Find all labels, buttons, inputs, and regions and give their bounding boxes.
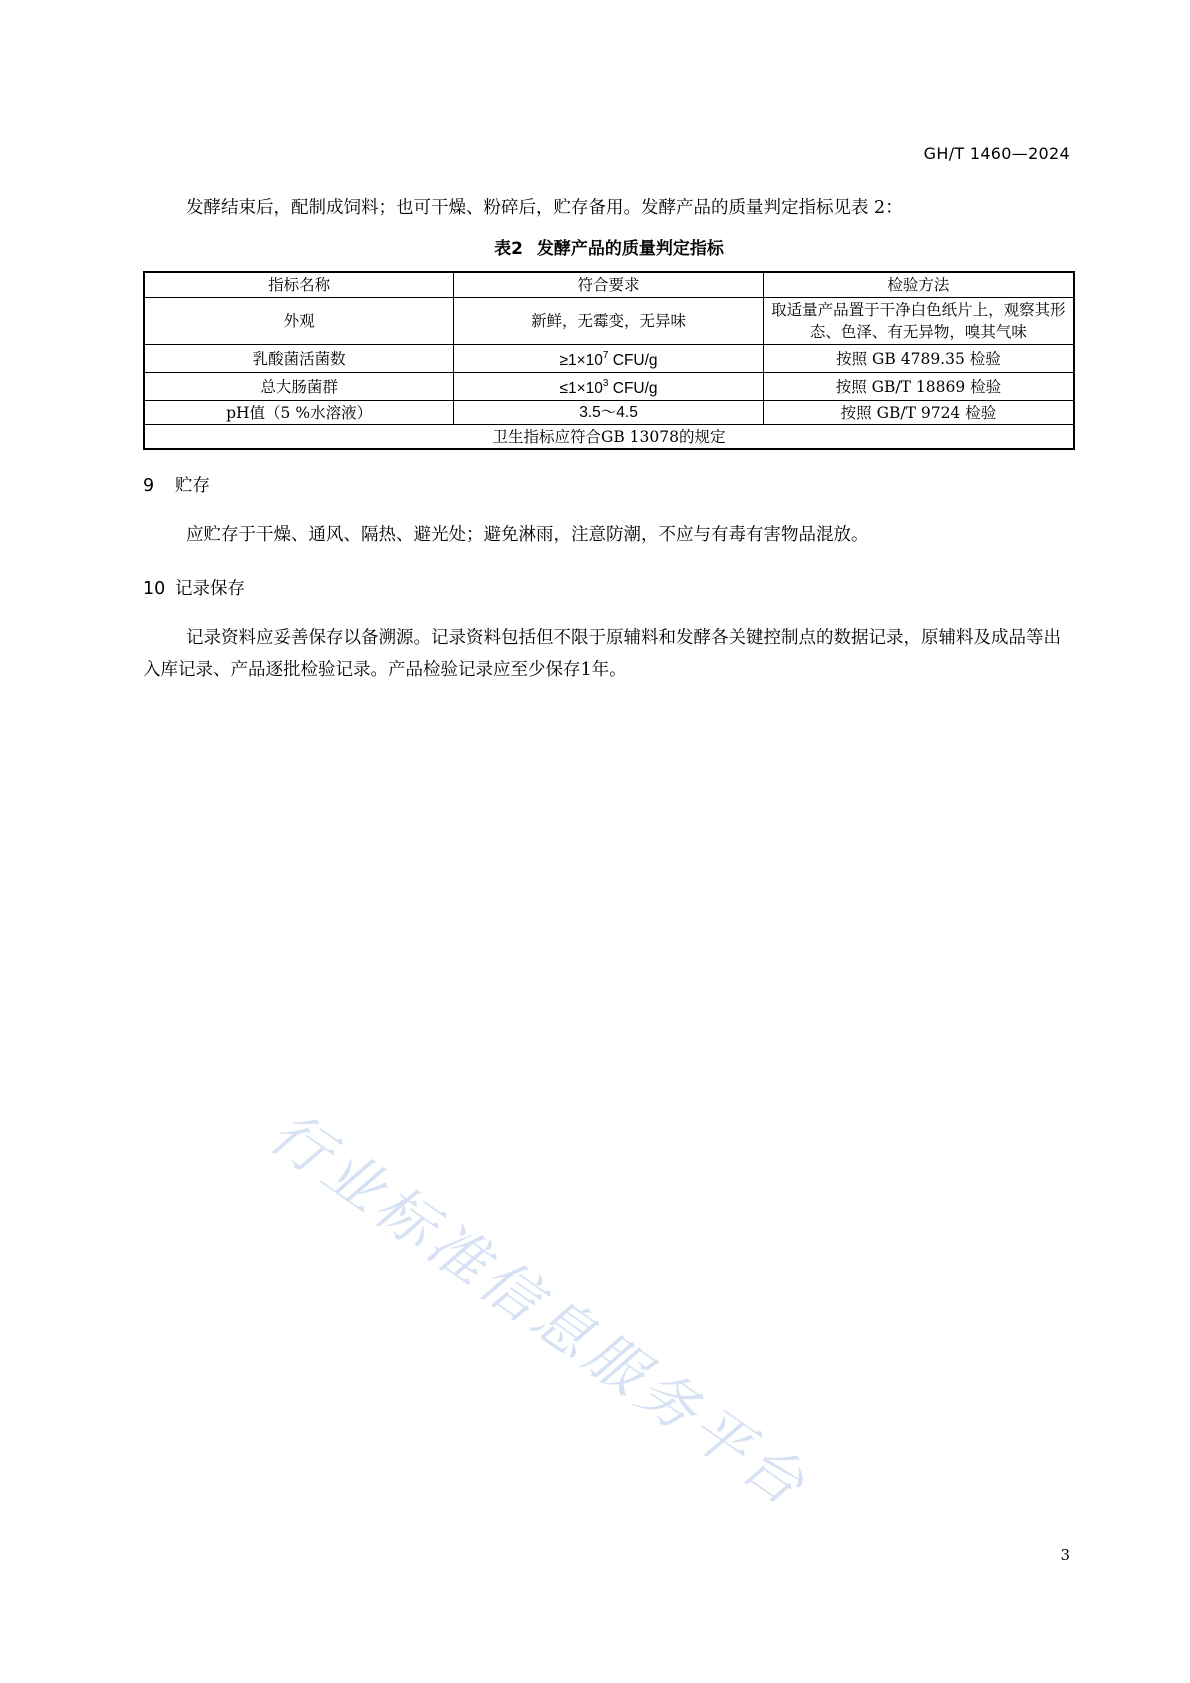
standard-code: GH/T 1460—2024 <box>923 144 1070 163</box>
requirement-suffix: CFU/g <box>608 352 658 369</box>
intro-paragraph: 发酵结束后，配制成饲料；也可干燥、粉碎后，贮存备用。发酵产品的质量判定指标见表 2： <box>186 198 903 218</box>
cell-method: 按照 GB/T 9724 检验 <box>763 401 1074 425</box>
cell-indicator: 乳酸菌活菌数 <box>144 345 454 373</box>
table-footer-note: 卫生指标应符合GB 13078的规定 <box>144 425 1074 450</box>
cell-indicator: pH值（5 %水溶液） <box>144 401 454 425</box>
cell-method: 取适量产品置于干净白色纸片上，观察其形态、色泽、有无异物，嗅其气味 <box>763 298 1074 345</box>
column-header-method: 检验方法 <box>763 272 1074 298</box>
cell-requirement: 新鲜，无霉变，无异味 <box>454 298 764 345</box>
requirement-prefix: ≤1×10 <box>559 380 603 397</box>
table-footer-row <box>144 425 1074 450</box>
section-9-title: 贮存 <box>175 476 210 496</box>
page-number: 3 <box>1060 1546 1070 1564</box>
section-10-text: 记录资料应妥善保存以备溯源。记录资料包括但不限于原辅料和发酵各关键控制点的数据记录，原辅料及成品等出入库记录、产品逐批检验记录。产品检验记录应至少保存1年。 <box>143 628 1061 680</box>
table-caption <box>143 234 1075 259</box>
column-header-requirement: 符合要求 <box>454 272 764 298</box>
section-10-title: 记录保存 <box>175 579 245 599</box>
section-10-number: 10 <box>143 579 166 599</box>
requirement-exponent: 7 <box>602 350 609 361</box>
section-10-heading <box>143 575 245 600</box>
section-9-number: 9 <box>143 476 155 496</box>
cell-method: 按照 GB 4789.35 检验 <box>763 345 1074 373</box>
requirement-exponent: 3 <box>602 378 609 389</box>
cell-indicator: 总大肠菌群 <box>144 373 454 401</box>
cell-requirement: 3.5～4.5 <box>454 401 764 425</box>
section-9-heading <box>143 472 210 497</box>
table-row <box>144 298 1074 345</box>
cell-method: 按照 GB/T 18869 检验 <box>763 373 1074 401</box>
cell-requirement <box>454 373 764 401</box>
table-caption-number: 表2 <box>494 239 523 259</box>
table-row <box>144 401 1074 425</box>
quality-indicator-table <box>143 271 1075 450</box>
table-header-row <box>144 272 1074 298</box>
section-9-text: 应贮存于干燥、通风、隔热、避光处；避免淋雨，注意防潮，不应与有毒有害物品混放。 <box>186 525 869 545</box>
requirement-prefix: ≥1×10 <box>559 352 603 369</box>
watermark: 行业标准信息服务平台 <box>257 1098 821 1522</box>
cell-indicator: 外观 <box>144 298 454 345</box>
column-header-indicator: 指标名称 <box>144 272 454 298</box>
table-row <box>144 373 1074 401</box>
cell-requirement <box>454 345 764 373</box>
table-caption-title: 发酵产品的质量判定指标 <box>536 239 724 259</box>
requirement-suffix: CFU/g <box>608 380 658 397</box>
table-row <box>144 345 1074 373</box>
